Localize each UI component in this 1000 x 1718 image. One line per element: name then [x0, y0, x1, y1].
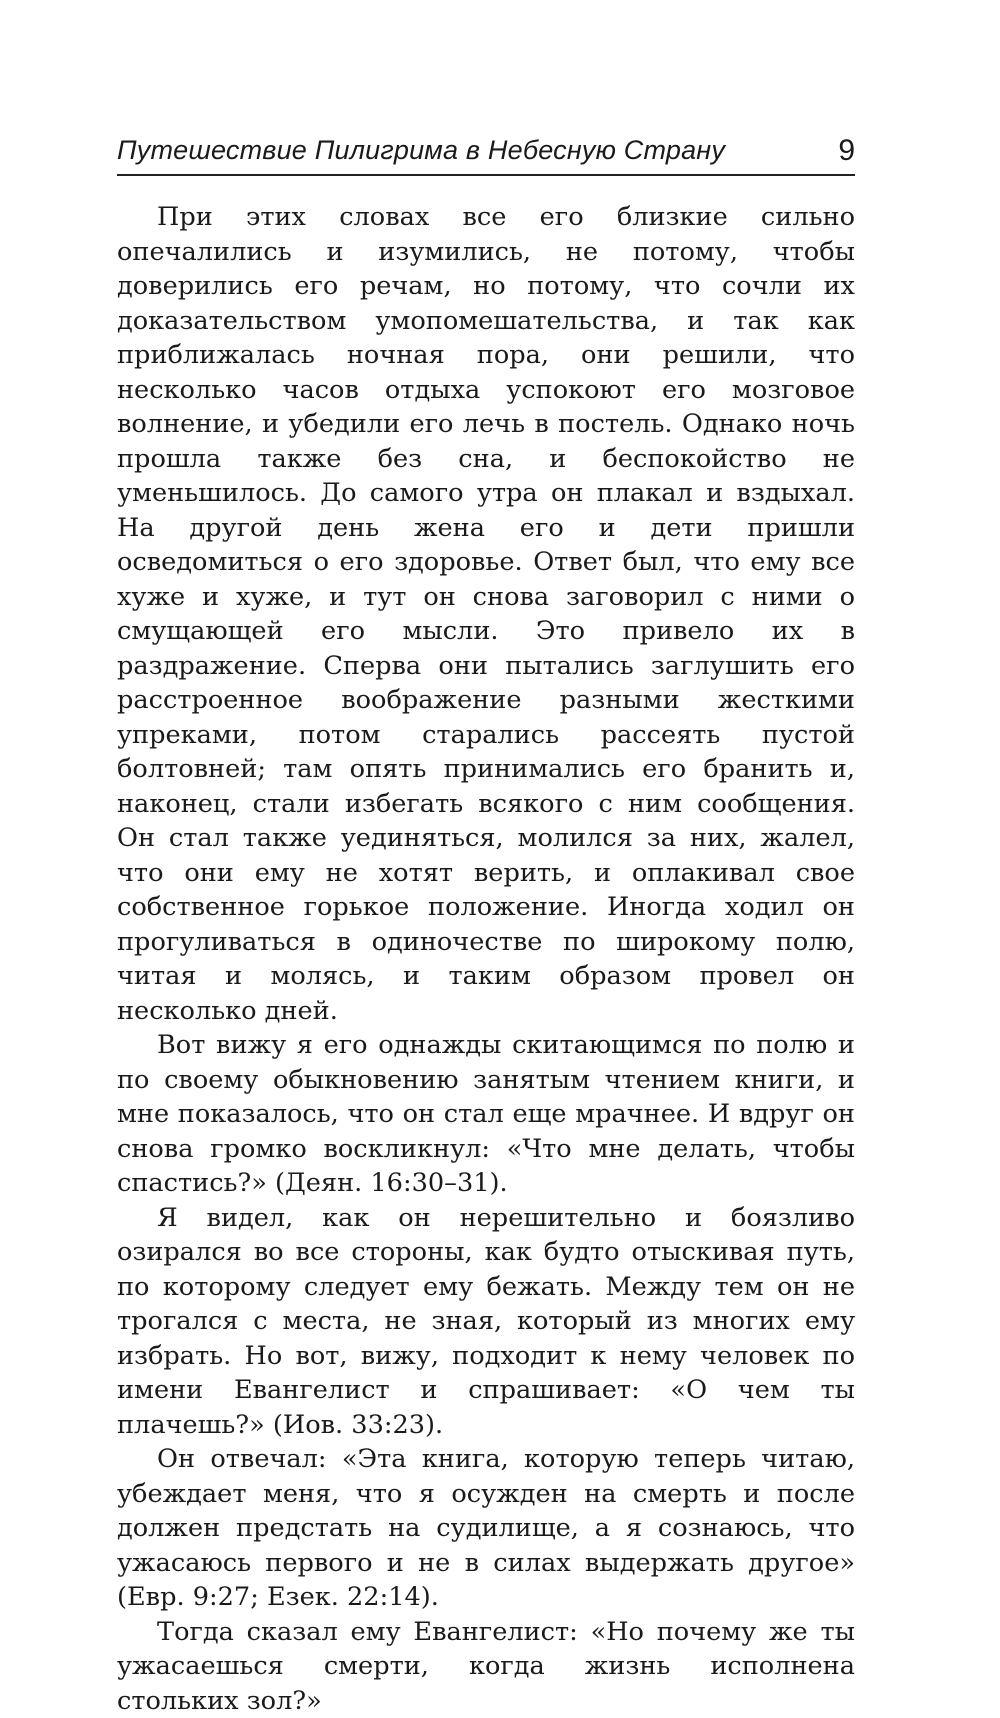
- paragraph: Я видел, как он нерешительно и боязливо озирался во все стороны, как будто отыскивая путь, по которому следует ему бежать. Между тем он не трогался с места, не зная, который из многих ему избрать. Но вот, вижу, подходит к нему человек по имени Евангелист и спрашивает: «О чем ты плачешь?» (Иов. 33:23).: [117, 1201, 855, 1443]
- book-page: [117, 132, 855, 1718]
- paragraph: При этих словах все его близкие сильно опечалились и изумились, не потому, чтобы доверились его речам, но потому, что сочли их доказательством умопомешательства, и так как приближалась ночная пора, они решили, что несколько часов отдыха успокоют его мозговое волнение, и убедили его лечь в постель. Однако ночь прошла также без сна, и беспокойство не уменьшилось. До самого утра он плакал и вздыхал. На другой день жена его и дети пришли осведомиться о его здоровье. Ответ был, что ему все хуже и хуже, и тут он снова заговорил с ними о смущающей его мысли. Это привело их в раздражение. Сперва они пытались заглушить его расстроенное воображение разными жесткими упреками, потом старались рассеять пустой болтовней; там опять принимались его бранить и, наконец, стали избегать всякого с ним сообщения. Он стал также уединяться, молился за них, жалел, что они ему не хотят верить, и оплакивал свое собственное горькое положение. Иногда ходил он прогуливаться в одиночестве по широкому полю, читая и молясь, и таким образом провел он несколько дней.: [117, 200, 855, 1028]
- running-header: [117, 132, 855, 176]
- paragraph: Он отвечал: «Эта книга, которую теперь читаю, убеждает меня, что я осужден на смерть и после должен предстать на судилище, а я сознаюсь, что ужасаюсь первого и не в силах выдержать другое» (Евр. 9:27; Езек. 22:14).: [117, 1442, 855, 1615]
- running-title: Путешествие Пилигрима в Небесную Страну: [117, 135, 725, 166]
- paragraph: Тогда сказал ему Евангелист: «Но почему же ты ужасаешься смерти, когда жизнь исполнена стольких зол?»: [117, 1615, 855, 1718]
- paragraph: Вот вижу я его однажды скитающимся по полю и по своему обыкновению занятым чтением книги, и мне показалось, что он стал еще мрачнее. И вдруг он снова громко воскликнул: «Что мне делать, чтобы спастись?» (Деян. 16:30–31).: [117, 1028, 855, 1201]
- page-body: [117, 200, 855, 1718]
- page-number: 9: [838, 134, 855, 168]
